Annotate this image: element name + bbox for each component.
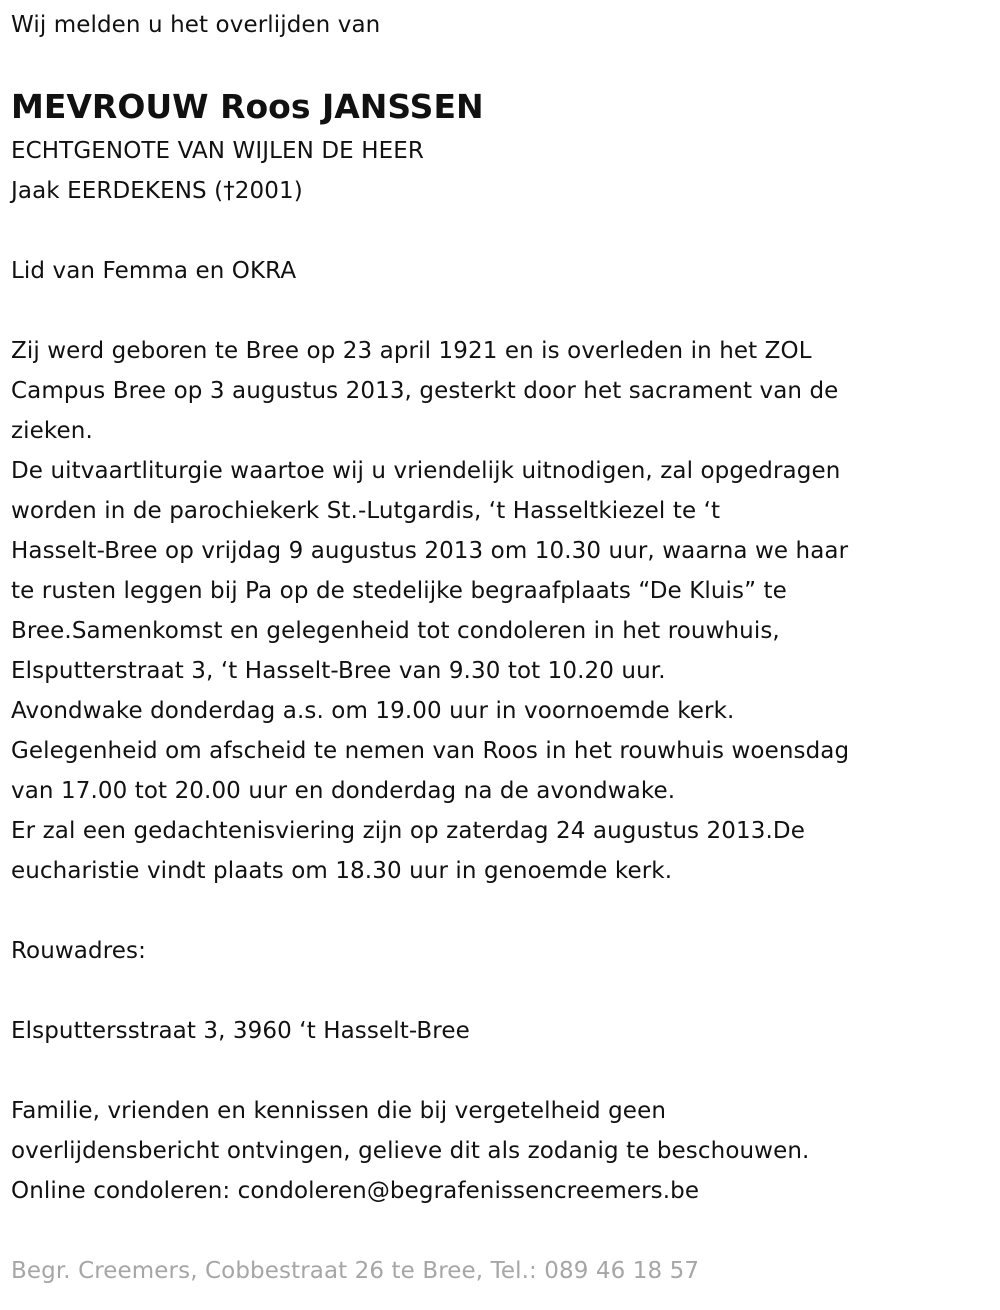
closing-paragraph [11,1091,849,1211]
closing-line: Online condoleren: condoleren@begrafenissencreemers.be [11,1178,700,1204]
closing-line: Familie, vrienden en kennissen die bij vergetelheid geen [11,1098,666,1124]
death-notice [11,5,849,1291]
address-text: Elsputtersstraat 3, 3960 ‘t Hasselt-Bree [11,1018,470,1044]
deceased-name: MEVROUW Roos JANSSEN [11,87,484,126]
funeral-home-footer: Begr. Creemers, Cobbestraat 26 te Bree, Tel.: 089 46 18 57 [11,1258,700,1284]
body-line: Gelegenheid om afscheid te nemen van Roos in het rouwhuis woensdag [11,738,850,764]
intro-text: Wij melden u het overlijden van [11,12,381,38]
body-line: De uitvaartliturgie waartoe wij u vriendelijk uitnodigen, zal opgedragen [11,458,841,484]
body-line: Elsputterstraat 3, ‘t Hasselt-Bree van 9.30 tot 10.20 uur. [11,658,666,684]
address-label: Rouwadres: [11,938,146,964]
body-line: zieken. [11,418,93,444]
body-line: Campus Bree op 3 augustus 2013, gesterkt door het sacrament van de [11,378,839,404]
spouse-line-1: ECHTGENOTE VAN WIJLEN DE HEER [11,138,424,164]
body-line: te rusten leggen bij Pa op de stedelijke begraafplaats “De Kluis” te [11,578,787,604]
body-line: Hasselt-Bree op vrijdag 9 augustus 2013 om 10.30 uur, waarna we haar [11,538,849,564]
closing-line: overlijdensbericht ontvingen, gelieve dit als zodanig te beschouwen. [11,1138,810,1164]
body-line: Bree.Samenkomst en gelegenheid tot condoleren in het rouwhuis, [11,618,780,644]
body-paragraph [11,331,849,891]
body-line: worden in de parochiekerk St.-Lutgardis, ‘t Hasseltkiezel te ‘t [11,498,721,524]
body-line: eucharistie vindt plaats om 18.30 uur in genoemde kerk. [11,858,673,884]
body-line: Avondwake donderdag a.s. om 19.00 uur in voornoemde kerk. [11,698,735,724]
spouse-line-2: Jaak EERDEKENS (†2001) [11,178,303,204]
body-line: Er zal een gedachtenisviering zijn op zaterdag 24 augustus 2013.De [11,818,805,844]
body-line: Zij werd geboren te Bree op 23 april 1921 en is overleden in het ZOL [11,338,812,364]
body-line: van 17.00 tot 20.00 uur en donderdag na de avondwake. [11,778,676,804]
membership-text: Lid van Femma en OKRA [11,258,297,284]
